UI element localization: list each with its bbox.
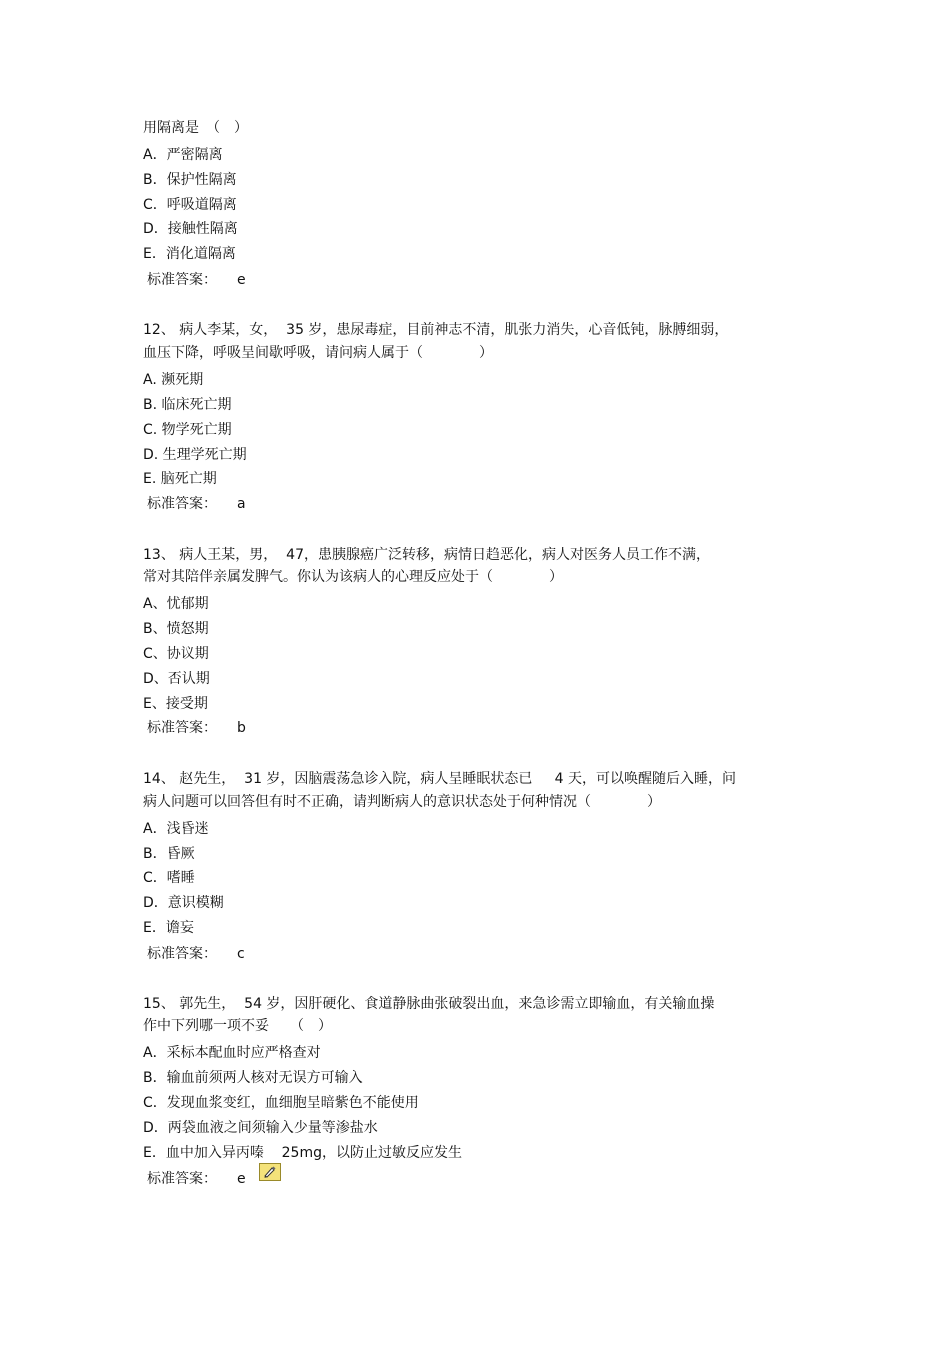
q14-option-d: D．意识模糊 — [143, 895, 224, 911]
q13-option-a: A、忧郁期 — [143, 596, 209, 612]
q13-option-d: D、否认期 — [143, 671, 210, 687]
q11-option-b: B．保护性隔离 — [143, 172, 237, 188]
q11-stem-tail: 用隔离是 （ ） — [143, 120, 248, 136]
answer-label: 标准答案： — [147, 272, 217, 288]
q14-option-b: B．昏厥 — [143, 846, 195, 862]
answer-value: a — [237, 496, 246, 512]
pen-icon — [263, 1165, 277, 1179]
q12-stem-line1: 12、 病人李某，女， 35 岁，患尿毒症，目前神志不清，肌张力消失，心音低钝，脉膊细弱， — [143, 322, 729, 338]
q12-option-e: E. 脑死亡期 — [143, 471, 217, 487]
q13-answer — [147, 718, 246, 738]
q11-option-d: D．接触性隔离 — [143, 221, 238, 237]
embedded-object-icon[interactable] — [259, 1163, 281, 1181]
q15-answer — [147, 1169, 246, 1189]
q12-option-b: B. 临床死亡期 — [143, 397, 232, 413]
q14-stem-line1: 14、 赵先生， 31 岁，因脑震荡急诊入院，病人呈睡眠状态已 4 天，可以唤醒随后入睡，问 — [143, 771, 737, 787]
answer-label: 标准答案： — [147, 496, 217, 512]
answer-value: b — [237, 720, 246, 736]
q15-option-c: C．发现血浆变红，血细胞呈暗紫色不能使用 — [143, 1095, 419, 1111]
answer-label: 标准答案： — [147, 1171, 217, 1187]
q13-option-e: E、接受期 — [143, 696, 208, 712]
q13-option-b: B、愤怒期 — [143, 621, 209, 637]
q13-stem-line1: 13、 病人王某，男， 47，患胰腺癌广泛转移，病情日趋恶化，病人对医务人员工作不满， — [143, 547, 710, 563]
q11-option-e: E．消化道隔离 — [143, 246, 236, 262]
q12-answer — [147, 494, 246, 514]
q15-option-d: D．两袋血液之间须输入少量等渗盐水 — [143, 1120, 378, 1136]
answer-label: 标准答案： — [147, 946, 217, 962]
q12-option-d: D. 生理学死亡期 — [143, 447, 247, 463]
q11-option-a: A．严密隔离 — [143, 147, 223, 163]
q14-stem-line2: 病人问题可以回答但有时不正确，请判断病人的意识状态处于何种情况（ ） — [143, 794, 661, 810]
q13-option-c: C、协议期 — [143, 646, 209, 662]
q14-option-a: A．浅昏迷 — [143, 821, 209, 837]
answer-label: 标准答案： — [147, 720, 217, 736]
q12-option-c: C. 物学死亡期 — [143, 422, 232, 438]
q15-option-b: B．输血前须两人核对无误方可输入 — [143, 1070, 363, 1086]
q11-answer — [147, 270, 246, 290]
answer-value: e — [237, 272, 246, 288]
q14-option-e: E．谵妄 — [143, 920, 194, 936]
q14-option-c: C．嗜睡 — [143, 870, 195, 886]
q12-option-a: A. 濒死期 — [143, 372, 204, 388]
q12-stem-line2: 血压下降，呼吸呈间歇呼吸，请问病人属于（ ） — [143, 345, 493, 361]
q15-option-a: A．采标本配血时应严格查对 — [143, 1045, 321, 1061]
q14-answer — [147, 944, 245, 964]
q15-stem-line1: 15、 郭先生， 54 岁，因肝硬化、食道静脉曲张破裂出血，来急诊需立即输血，有关输血操 — [143, 996, 715, 1012]
q11-option-c: C．呼吸道隔离 — [143, 197, 237, 213]
q13-stem-line2: 常对其陪伴亲属发脾气。你认为该病人的心理反应处于（ ） — [143, 569, 563, 585]
answer-value: e — [237, 1171, 246, 1187]
answer-value: c — [237, 946, 245, 962]
q15-stem-line2: 作中下列哪一项不妥 （ ） — [143, 1018, 332, 1034]
q15-option-e: E．血中加入异丙嗪 25mg，以防止过敏反应发生 — [143, 1145, 462, 1161]
